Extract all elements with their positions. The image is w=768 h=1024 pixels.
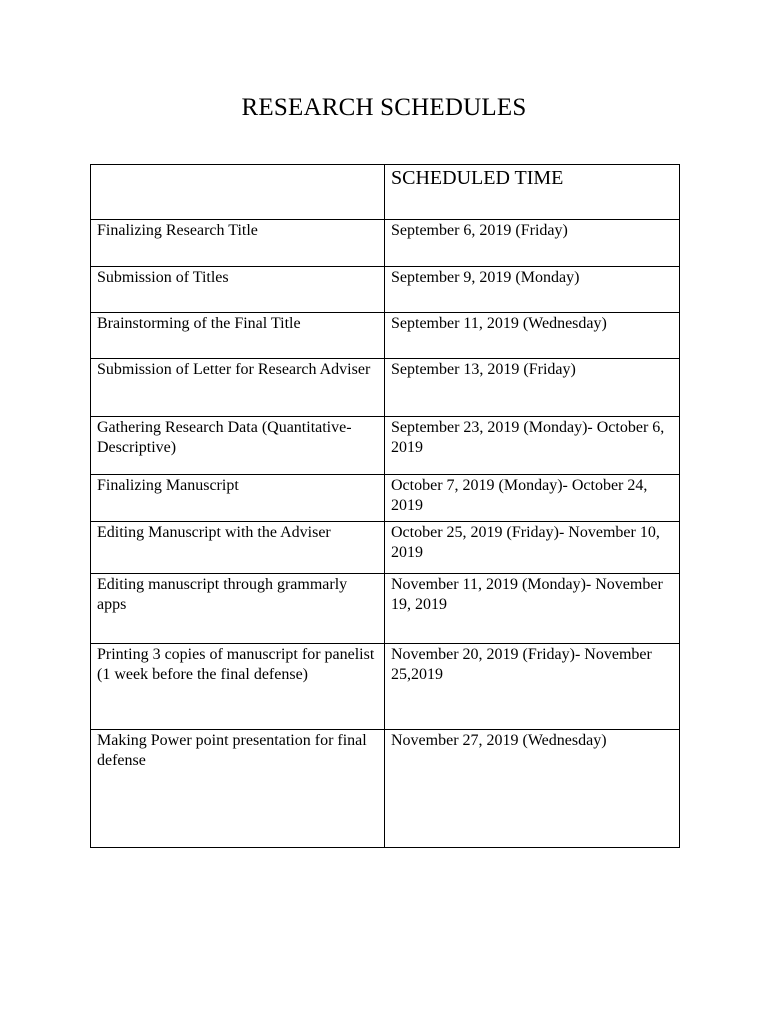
activity-cell: Submission of Titles [91,267,385,313]
time-cell: November 27, 2019 (Wednesday) [385,730,680,848]
activity-cell: Submission of Letter for Research Adviser [91,359,385,417]
page-title: RESEARCH SCHEDULES [241,94,527,121]
time-cell: September 13, 2019 (Friday) [385,359,680,417]
table-row [91,267,680,313]
activity-cell: Finalizing Manuscript [91,475,385,522]
table-header-row [91,165,680,220]
header-activity-cell [91,165,385,220]
activity-cell: Finalizing Research Title [91,220,385,267]
table-row [91,522,680,574]
time-cell: September 9, 2019 (Monday) [385,267,680,313]
time-cell: November 11, 2019 (Monday)- November 19, 2019 [385,574,680,644]
time-cell: October 25, 2019 (Friday)- November 10, 2019 [385,522,680,574]
activity-cell: Gathering Research Data (Quantitative-Descriptive) [91,417,385,475]
activity-cell: Printing 3 copies of manuscript for panelist (1 week before the final defense) [91,644,385,730]
table-row [91,730,680,848]
time-cell: October 7, 2019 (Monday)- October 24, 2019 [385,475,680,522]
table-row [91,644,680,730]
time-cell: September 23, 2019 (Monday)- October 6, 2019 [385,417,680,475]
header-time-cell: SCHEDULED TIME [385,165,680,220]
activity-cell: Editing Manuscript with the Adviser [91,522,385,574]
activity-cell: Editing manuscript through grammarly apps [91,574,385,644]
time-cell: September 11, 2019 (Wednesday) [385,313,680,359]
activity-cell: Brainstorming of the Final Title [91,313,385,359]
table-row [91,475,680,522]
schedule-table [90,164,680,848]
time-cell: September 6, 2019 (Friday) [385,220,680,267]
time-cell: November 20, 2019 (Friday)- November 25,2019 [385,644,680,730]
table-row [91,313,680,359]
table-row [91,220,680,267]
activity-cell: Making Power point presentation for final defense [91,730,385,848]
table-row [91,417,680,475]
table-row [91,574,680,644]
table-row [91,359,680,417]
